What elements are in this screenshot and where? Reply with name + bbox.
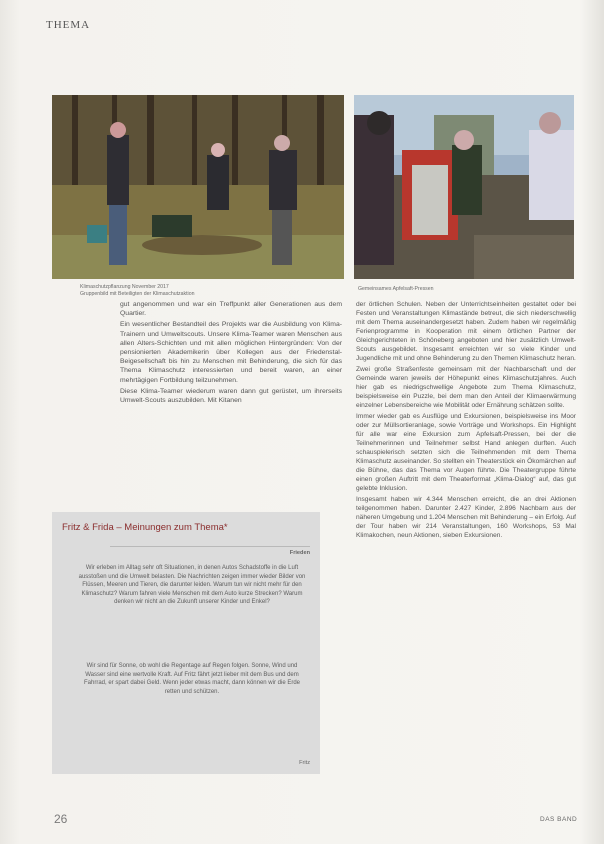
right-paragraph-3: Immer wieder gab es Ausflüge und Exkursionen, beispielsweise ins Moor oder zur Müllsortieranlage, sowie Vorträge und Workshops. Ein Highlight für alle war eine Exkursion zum Apfelsaft-Pressen, bei der die Teilnehmerinnen und Teilnehmer selbst Hand anlegen durften. Auch schauspielerisch setzten sich die Teilnehmenden mit dem Thema Klimaschutz auseinander. So stellten ein Theaterstück ein Ökomärchen auf die Bühne, das das Thema vor Augen führte. Die Theatergruppe führte einen großen Auftritt mit dem Theaterformat „Klima-Dialog“ auf, das gut gelebte Inklusion. [356, 413, 576, 492]
caption-right-line1: Gemeinsames Apfelsaft-Pressen [358, 286, 434, 292]
left-paragraph-3: Diese Klima-Teamer wiederum waren dann gut gerüstet, um ihrerseits Umwelt-Scouts auszubilden. Mit Kitanen [120, 387, 342, 405]
caption-left-line2: Gruppenbild mit Beteiligten der Klimaschutzaktion [80, 291, 195, 297]
right-paragraph-4: Insgesamt haben wir 4.344 Menschen erreicht, die an drei Aktionen teilgenommen haben. Darunter 2.427 Kinder, 2.896 Nachbarn aus der näheren Umgebung und 1.204 Menschen mit Behinderung – ein Erfolg. Auf der Tour haben wir 214 Veranstaltungen, 160 Workshops, 53 Mal Klimakochen, neun Aktionen, sieben Exkursionen. [356, 496, 576, 539]
caption-left [80, 284, 320, 298]
right-paragraph-1: der örtlichen Schulen. Neben der Unterrichtseinheiten gestaltet oder bei Festen und Veranstaltungen Klimastände betreut, die sich niederschwellig mit dem Thema auseinandergesetzt haben. Zudem haben wir regelmäßig Ferienprogramme in Kooperation mit einem örtlichen Partner der Gleichgerichteten in Schöneberg angeboten und hier zusätzlich Umwelt-Scouts ausgebildet. Insgesamt erreichten wir so viele Kinder und Jugendliche mit und ohne Behinderung zu den Themen Klimaschutz heran. [356, 301, 576, 362]
opinion-box-paragraph-2: Wir sind für Sonne, ob wohl die Regentage auf Regen folgen. Sonne, Wind und Wasser sind eine wertvolle Kraft. Auf Fritz fährt jetzt lieber mit dem Bus und dem Fahrrad, er spart dabei Geld. Wenn jeder etwas macht, dann können wir die Erde retten und schützen. [83, 663, 300, 695]
caption-left-line1: Klimaschutzpflanzung November 2017 [80, 284, 169, 290]
opinion-box-paragraph-1: Wir erleben im Alltag sehr oft Situationen, in denen Autos Schadstoffe in die Luft ausstoßen und die Umwelt belasten. Die Nachrichten zeigen immer wieder Bilder von Flüssen, Meeren und Tieren, die darunter leiden. Warum tun wir nicht mehr für den Klimaschutz? Warum fahren viele Menschen mit dem Auto kurze Strecken? Warum denken wir nicht an die Zukunft unserer Kinder und Enkel? [78, 565, 306, 606]
magazine-name: DAS BAND [540, 816, 578, 823]
opinion-box-title: Fritz & Frida – Meinungen zum Thema* [62, 522, 228, 533]
page-number: 26 [54, 812, 68, 826]
left-paragraph-1: gut angenommen und war ein Treffpunkt aller Generationen aus dem Quartier. [120, 301, 342, 318]
left-paragraph-2: Ein wesentlicher Bestandteil des Projekts war die Ausbildung von Klima-Trainern und Umweltscouts. Unsere Klima-Teamer waren Menschen aus allen Alters-Schichten und mit allen möglichen Hintergründen: Von der pensionierten Akademikerin über Kollegen aus der Friedenstal-Beigesellschaft bis hin zu Menschen mit Behinderung, die sich für das Thema Klimaschutz interessierten und bereit waren, an einer mehrtägigen Fortbildung teilzunehmen. [120, 321, 342, 384]
opinion-box-signature: Fritz [299, 760, 310, 766]
opinion-box [52, 512, 320, 774]
section-label: THEMA [46, 19, 91, 31]
photo-planting [52, 95, 344, 279]
photo-apple-press [354, 95, 574, 279]
caption-right [358, 286, 558, 293]
opinion-box-divider [110, 546, 310, 547]
left-column [120, 300, 342, 407]
opinion-box-author: Frieden [289, 550, 310, 556]
right-paragraph-2: Zwei große Straßenfeste gemeinsam mit der Nachbarschaft und der Gemeinde waren jeweils der Höhepunkt eines Klimaschutzjahres. Auch hier gab es niedrigschwellige Angebote zum Thema Klimaschutz, beispielsweise ein Puzzle, bei dem man den Anteil der Klimaerwärmung einzelner Lebensbereiche wie Mobilität oder Ernährung schätzen sollte. [356, 366, 576, 409]
right-column [356, 300, 576, 542]
